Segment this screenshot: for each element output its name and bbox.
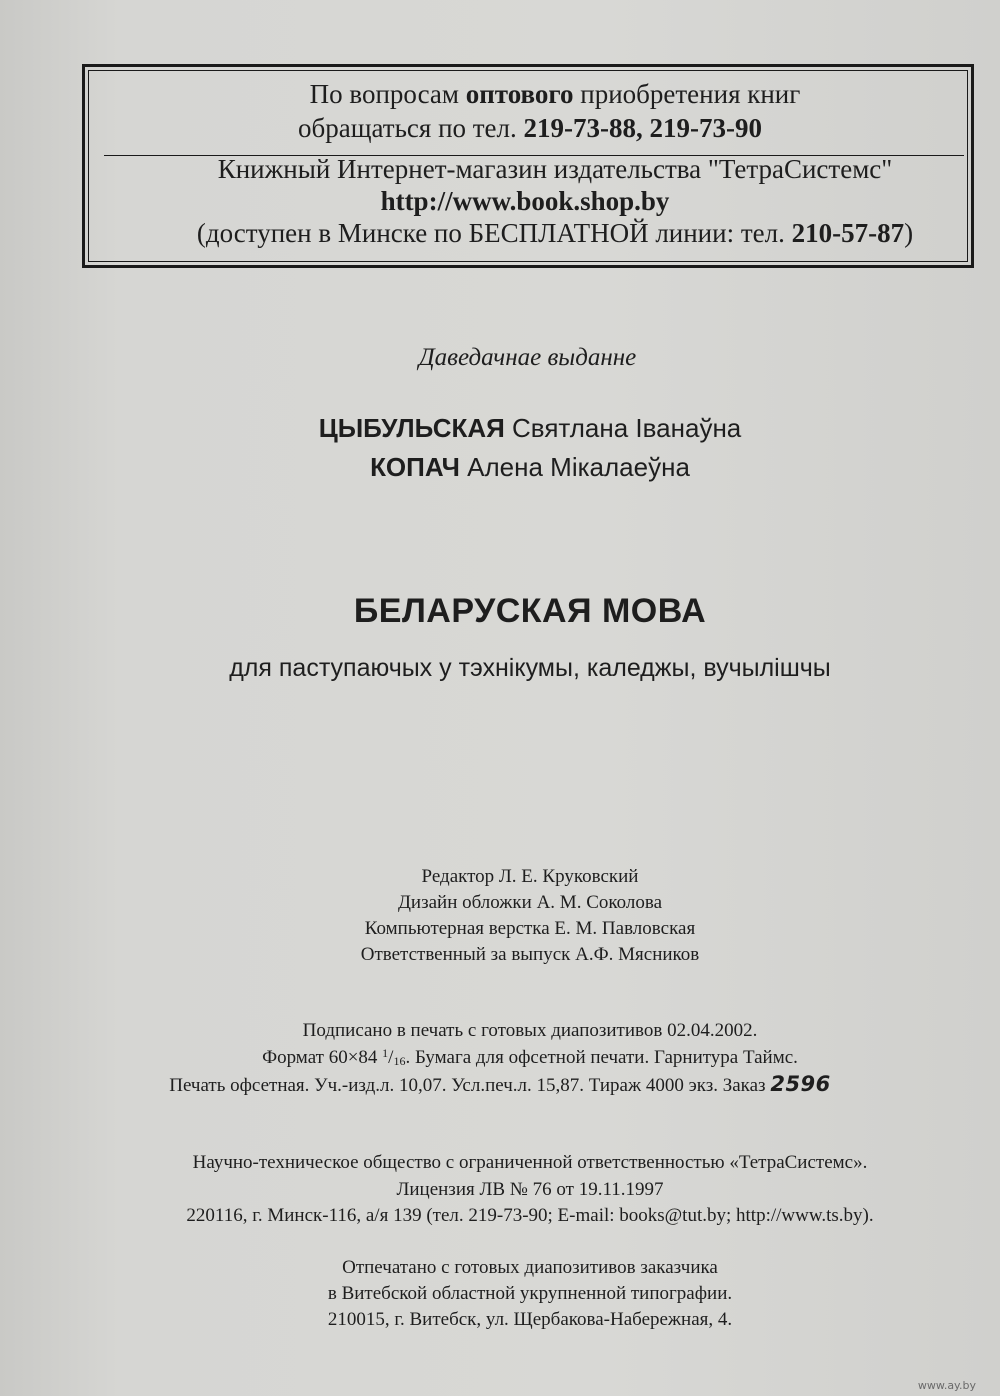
- free-line-info: (доступен в Минске по БЕСПЛАТНОЙ линии: тел. 210-57-87): [196, 218, 914, 248]
- printer-line-2: в Витебской областной укрупненной типографии.: [327, 1283, 733, 1304]
- publisher-address: 220116, г. Минск-116, а/я 139 (тел. 219-73-90; E-mail: books@tut.by; http://www.ts.by).: [186, 1205, 874, 1226]
- author-2: КОПАЧ Алена Мікалаеўна: [370, 452, 690, 482]
- credit-responsible: Ответственный за выпуск А.Ф. Мясников: [360, 944, 700, 965]
- online-shop-line: Книжный Интернет-магазин издательства "ТетраСистемс": [217, 154, 893, 184]
- wholesale-phone-line: обращаться по тел. 219-73-88, 219-73-90: [298, 113, 762, 143]
- printer-line-1: Отпечатано с готовых диапозитивов заказчика: [342, 1257, 718, 1278]
- edition-type: Даведачнае выданне: [418, 344, 637, 371]
- publisher-license: Лицензия ЛВ № 76 от 19.11.1997: [396, 1179, 664, 1200]
- author-1: ЦЫБУЛЬСКАЯ Святлана Іванаўна: [318, 413, 742, 443]
- wholesale-line: По вопросам оптового приобретения книг: [309, 79, 801, 109]
- print-details: Печать офсетная. Уч.-изд.л. 10,07. Усл.печ.л. 15,87. Тираж 4000 экз. Заказ 2596: [169, 1072, 831, 1096]
- printer-address: 210015, г. Витебск, ул. Щербакова-Набережная, 4.: [327, 1309, 733, 1330]
- order-number-handwritten: 2596: [770, 1072, 831, 1096]
- credit-cover-design: Дизайн обложки А. М. Соколова: [397, 892, 663, 913]
- book-subtitle: для паступаючых у тэхнікумы, каледжы, вучылішчы: [229, 654, 831, 682]
- print-format: Формат 60×84 $^1/_{16}$. Бумага для офсетной печати. Гарнитура Таймс.: [262, 1046, 798, 1068]
- credit-layout: Компьютерная верстка Е. М. Павловская: [364, 918, 696, 939]
- credit-editor: Редактор Л. Е. Круковский: [421, 866, 639, 887]
- shop-url[interactable]: http://www.book.shop.by: [380, 186, 670, 216]
- print-signed: Подписано в печать с готовых диапозитивов 02.04.2002.: [302, 1020, 758, 1041]
- site-watermark: www.ay.by: [917, 1379, 976, 1392]
- book-title: БЕЛАРУСКАЯ МОВА: [353, 592, 707, 630]
- publisher-name: Научно-техническое общество с ограниченной ответственностью «ТетраСистемс».: [192, 1152, 868, 1173]
